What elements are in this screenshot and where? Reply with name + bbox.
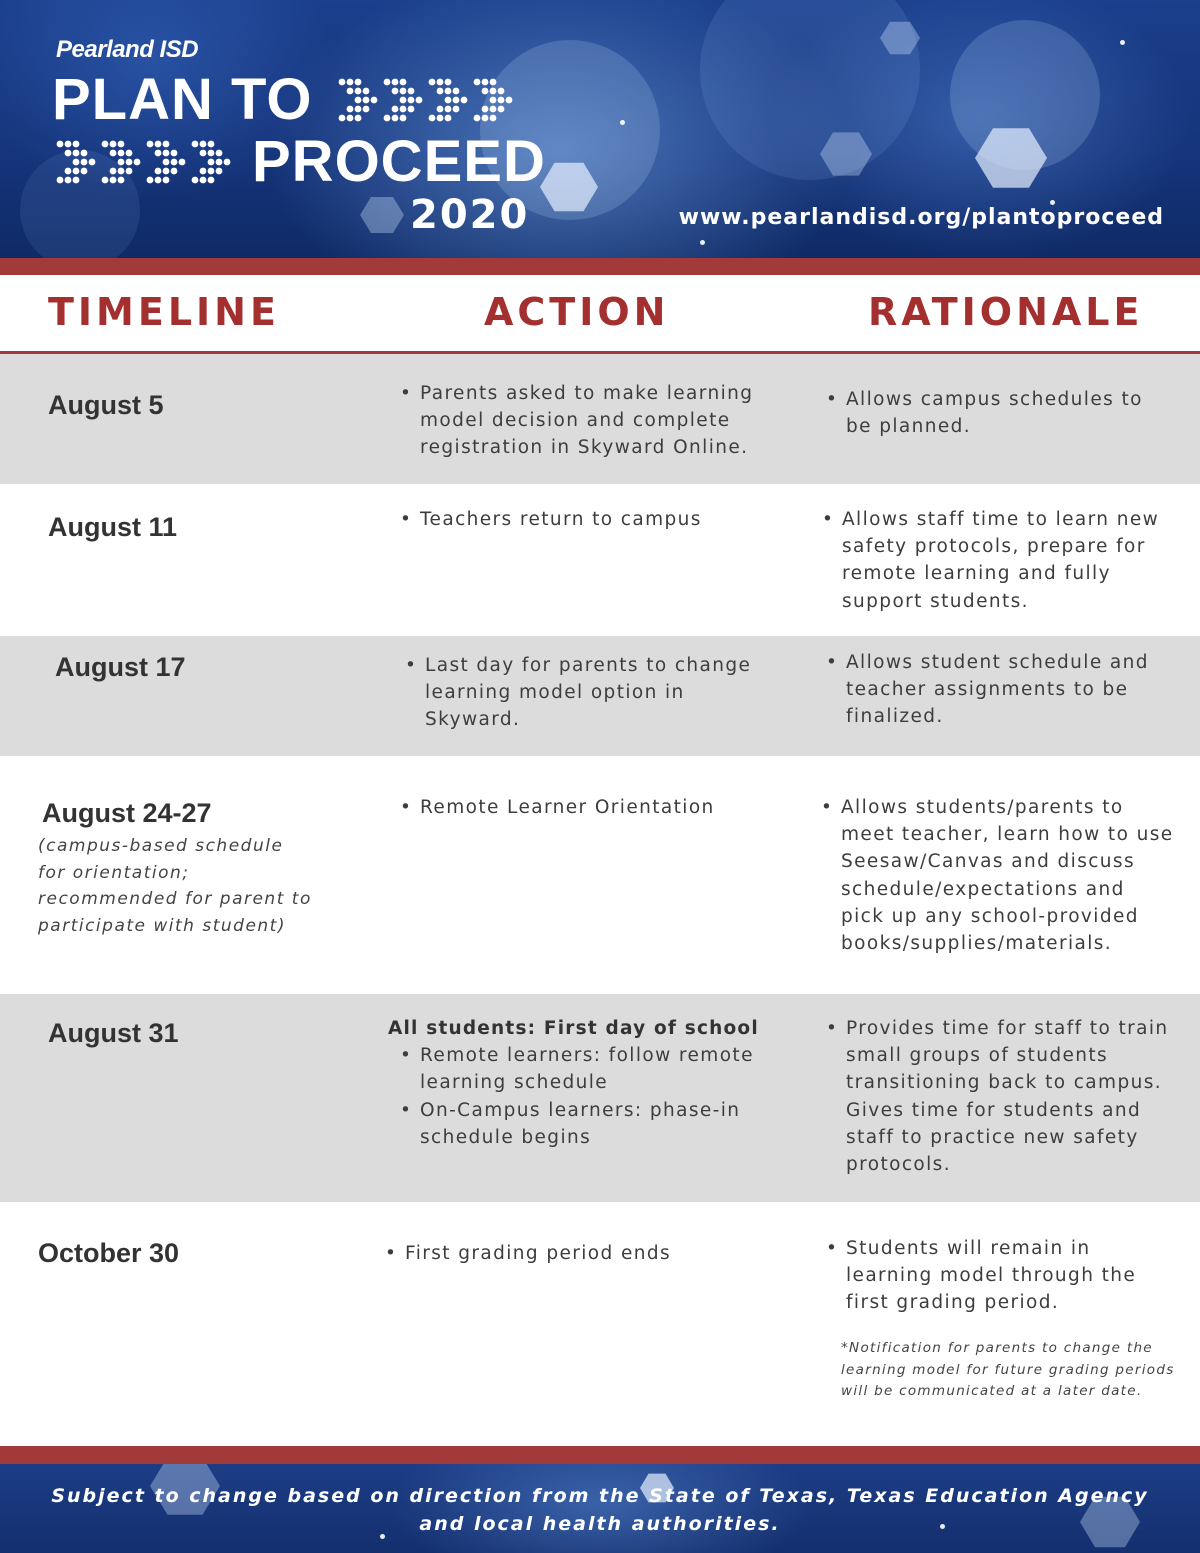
bullet-icon: • [826,1018,839,1039]
footer-divider [0,1446,1200,1464]
row-rationale: • Provides time for staff to train small groups of students transitioning back to campus. Gives time for students and staff to practice new safety protocols. [826,1015,1169,1178]
bullet-icon: • [400,797,413,818]
timeline-heading: TIMELINE [48,290,280,334]
district-name: Pearland ISD [56,36,199,63]
action-heading: ACTION [484,290,670,334]
bullet-icon: • [826,652,839,673]
row-rationale: • Students will remain in learning model through the first grading period. [826,1235,1136,1317]
row-action: • On-Campus learners: phase-in schedule begins [400,1097,740,1151]
row-action: • First grading period ends [385,1240,671,1267]
title-year: 2020 [410,192,530,238]
bullet-icon: • [400,1045,413,1066]
row-date: August 17 [55,652,186,682]
title-line-1: PLAN TO [52,67,313,132]
bullet-icon: • [821,797,834,818]
disclaimer: Subject to change based on direction from the State of Texas, Texas Education Agency and local health authorities. [51,1485,1149,1535]
row-date: August 24-27 [42,798,212,828]
dot-arrows-right-icon [338,76,522,124]
timeline-row [0,354,1200,484]
bullet-icon: • [385,1243,398,1264]
row-action: • Teachers return to campus [400,506,702,533]
bullet-icon: • [400,1100,413,1121]
row-action-heading: All students: First day of school [388,1018,759,1039]
bullet-icon: • [400,509,413,530]
footer-banner [0,1464,1200,1553]
header-divider [0,258,1200,275]
bullet-icon: • [405,655,418,676]
bullet-icon: • [826,1238,839,1259]
timeline-row [0,1202,1200,1446]
row-action: • Last day for parents to change learning model option in Skyward. [405,652,751,734]
row-action: • Remote learners: follow remote learning schedule [400,1042,754,1096]
dot-arrows-left-icon [56,138,240,186]
row-date: October 30 [38,1238,180,1268]
timeline-row [0,636,1200,756]
header-banner [0,0,1200,258]
rationale-heading: RATIONALE [868,290,1144,334]
title-line-2: PROCEED [252,129,546,194]
row-rationale: • Allows student schedule and teacher assignments to be finalized. [826,649,1149,731]
row-rationale: • Allows students/parents to meet teacher, learn how to use Seesaw/Canvas and discuss schedule/expectations and pick up any school-provided books/supplies/materials. [821,794,1174,957]
timeline-row [0,756,1200,994]
row-date-note: (campus-based schedule for orientation; recommended for parent to participate with student) [38,836,312,936]
bullet-icon: • [826,389,839,410]
row-action: • Remote Learner Orientation [400,794,715,821]
row-date: August 11 [48,512,178,542]
row-rationale: • Allows staff time to learn new safety protocols, prepare for remote learning and fully support students. [822,506,1159,615]
timeline-row [0,484,1200,636]
row-action: • Parents asked to make learning model decision and complete registration in Skyward Online. [400,380,753,462]
row-date: August 31 [48,1018,179,1048]
grading-footnote: *Notification for parents to change the learning model for future grading periods will be communicated at a later date. [841,1340,1175,1399]
plan-url-link[interactable]: www.pearlandisd.org/plantoproceed [678,205,1164,230]
row-date: August 5 [48,390,164,420]
bullet-icon: • [400,383,413,404]
bullet-icon: • [822,509,835,530]
timeline-row [0,994,1200,1202]
row-rationale: • Allows campus schedules to be planned. [826,386,1143,440]
